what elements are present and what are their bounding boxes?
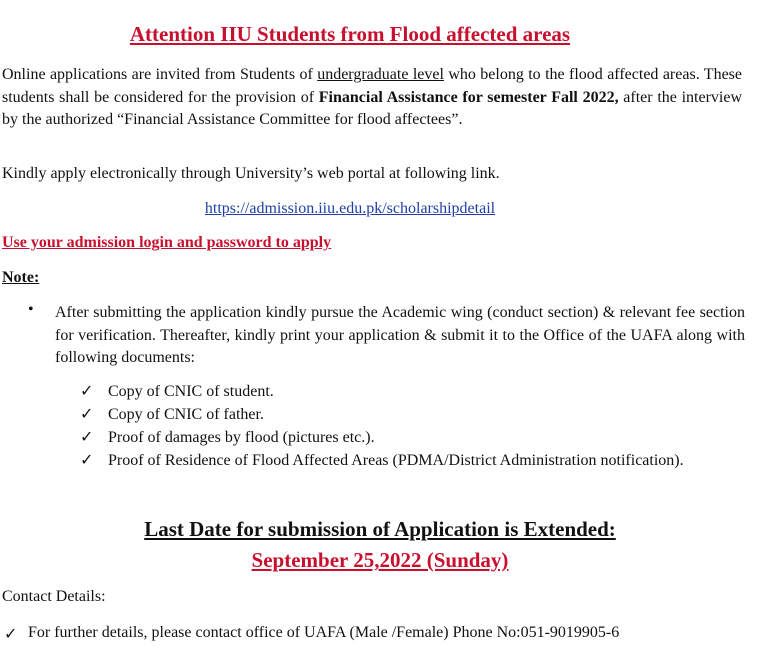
intro-text-1: Online applications are invited from Students of (2, 66, 318, 83)
note-bullet-text: After submitting the application kindly pursue the Academic wing (conduct section) & relevant fee section for verification. Thereafter, kindly print your application & submit it to the Office of the UAFA along with following documents: (55, 304, 745, 366)
apply-instruction: Kindly apply electronically through University’s web portal at following link. (2, 165, 500, 182)
intro-underlined-level: undergraduate level (317, 66, 444, 83)
document-item: Copy of CNIC of student. (108, 383, 274, 400)
notice-title: Attention IIU Students from Flood affected areas (129, 22, 571, 46)
deadline-date: September 25,2022 (Sunday) (251, 548, 509, 572)
checkmark-icon: ✓ (4, 626, 18, 643)
document-item: Proof of damages by flood (pictures etc.). (108, 429, 375, 446)
document-item: Copy of CNIC of father. (108, 406, 264, 423)
checkmark-icon: ✓ (80, 452, 94, 469)
intro-text-2: who belong to the flood affected areas. These students shall be considered for the provision of (2, 66, 743, 106)
checkmark-icon: ✓ (80, 429, 94, 446)
checkmark-icon: ✓ (80, 383, 94, 400)
documents-list (80, 380, 720, 472)
intro-text-3: after the interview by the authorized “Financial Assistance Committee for flood affectees”. (2, 88, 743, 128)
intro-paragraph (2, 64, 742, 132)
scholarship-link[interactable]: https://admission.iiu.edu.pk/scholarshipdetail (204, 200, 496, 217)
checkmark-icon: ✓ (80, 406, 94, 423)
intro-bold-financial-assistance: Financial Assistance for semester Fall 2022, (318, 88, 619, 106)
list-item (80, 449, 720, 472)
contact-details-text: For further details, please contact office of UAFA (Male /Female) Phone No:051-9019905-6 (28, 624, 620, 641)
document-item: Proof of Residence of Flood Affected Areas (PDMA/District Administration notification). (108, 452, 684, 469)
list-item (80, 380, 720, 403)
deadline-heading: Last Date for submission of Application is Extended: (144, 517, 616, 541)
login-instruction: Use your admission login and password to apply (2, 234, 332, 251)
list-item (80, 426, 720, 449)
note-label: Note: (2, 269, 40, 286)
contact-label: Contact Details: (2, 588, 106, 605)
bullet-icon: • (28, 301, 34, 318)
list-item (80, 403, 720, 426)
